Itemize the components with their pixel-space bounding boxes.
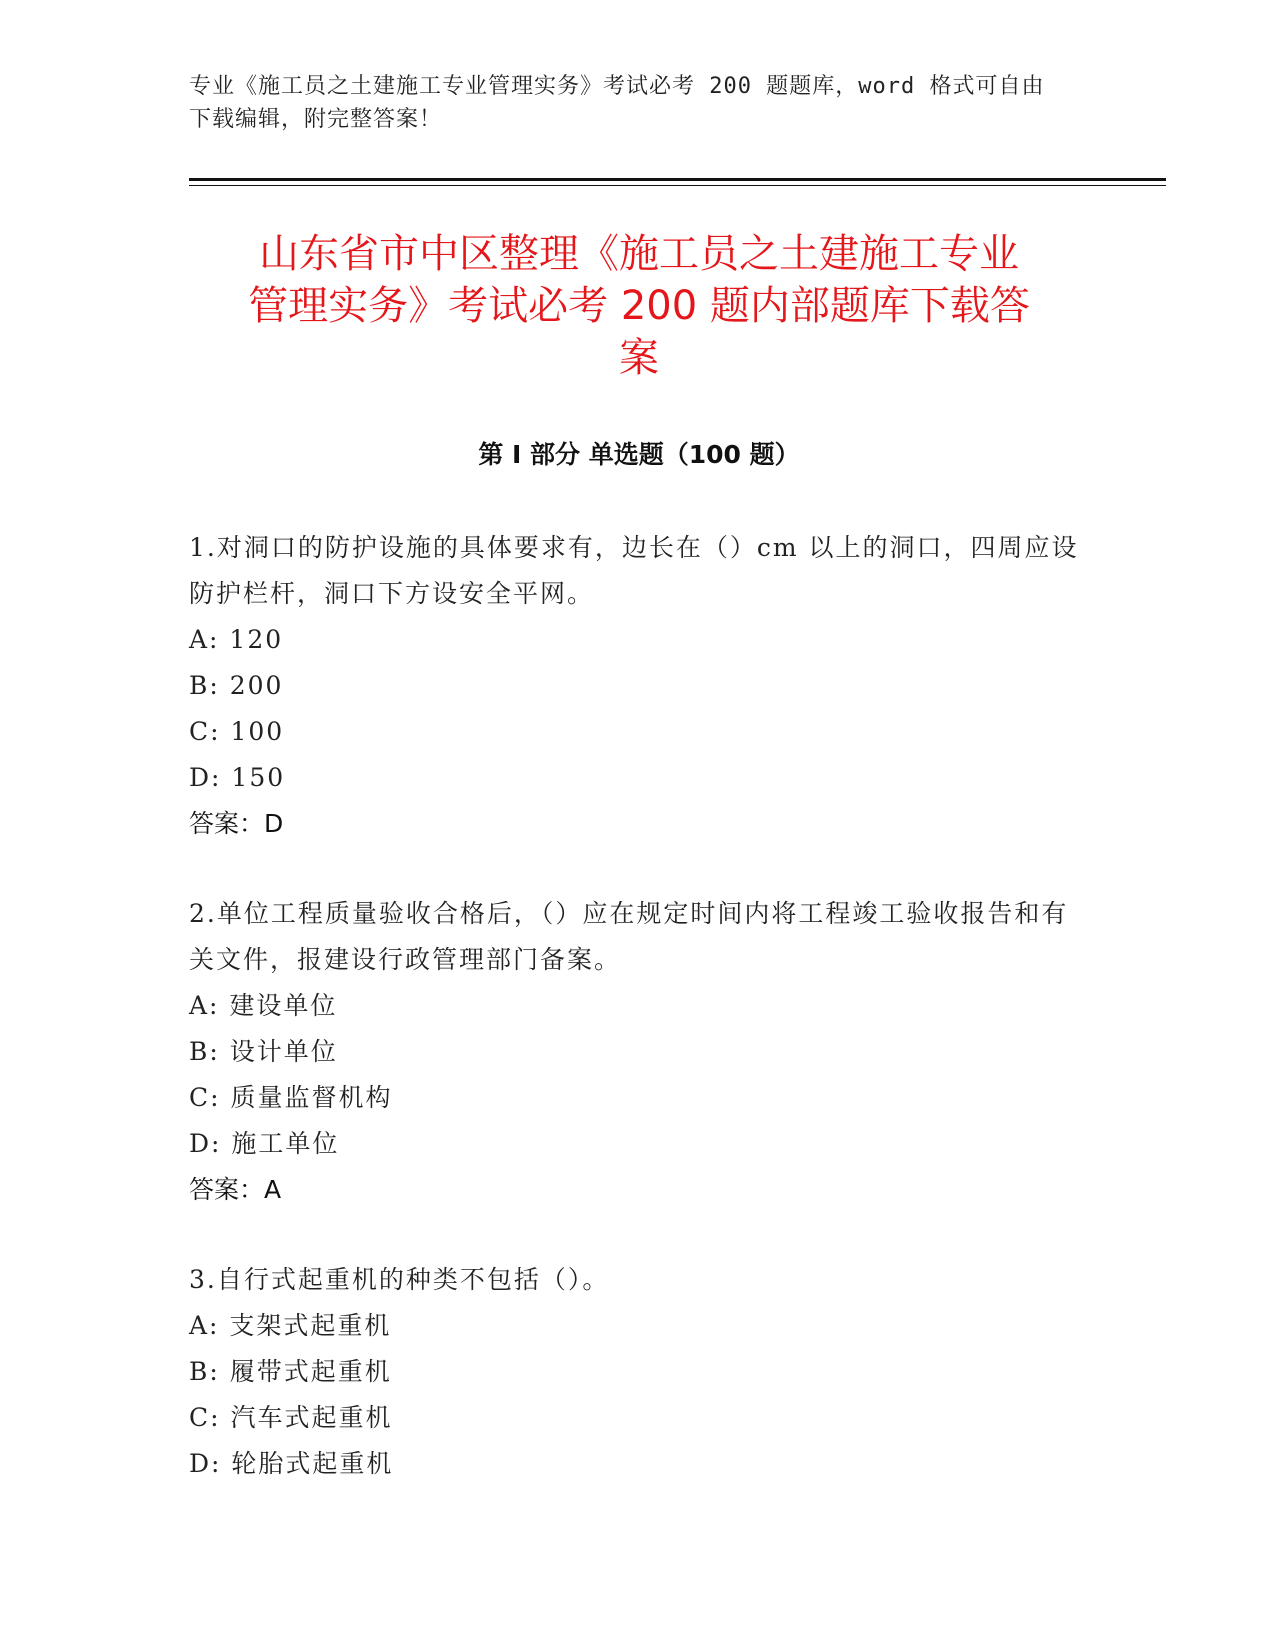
- section-title: 第 I 部分 单选题（100 题）: [478, 440, 800, 469]
- option-c: C: 100: [189, 717, 285, 746]
- header-note-line-1: 专业《施工员之土建施工专业管理实务》考试必考 200 题题库，word 格式可自由: [189, 74, 1045, 99]
- question-stem: 3.自行式起重机的种类不包括（）。: [189, 1265, 610, 1294]
- question-3: [189, 1257, 1079, 1487]
- header-note-line-2: 下载编辑，附完整答案！: [189, 107, 443, 132]
- option-b: B: 200: [189, 671, 284, 700]
- question-stem: 1.对洞口的防护设施的具体要求有，边长在（）cm 以上的洞口，四周应设防护栏杆，洞口下方设安全平网。: [189, 533, 1079, 608]
- header-note: [189, 70, 1089, 136]
- header-divider-thick: [189, 178, 1166, 181]
- answer: 答案：D: [189, 809, 284, 838]
- option-b: B: 设计单位: [189, 1037, 338, 1066]
- option-a: A: 支架式起重机: [189, 1311, 392, 1340]
- question-stem: 2.单位工程质量验收合格后，（）应在规定时间内将工程竣工验收报告和有关文件，报建设行政管理部门备案。: [189, 899, 1069, 974]
- option-b: B: 履带式起重机: [189, 1357, 392, 1386]
- option-d: D: 轮胎式起重机: [189, 1449, 394, 1478]
- option-c: C: 质量监督机构: [189, 1083, 393, 1112]
- question-2: [189, 891, 1079, 1213]
- question-list: [189, 525, 1079, 1531]
- option-a: A: 120: [189, 625, 284, 654]
- option-d: D: 施工单位: [189, 1129, 340, 1158]
- title-line-2: 管理实务》考试必考 200 题内部题库下载答: [248, 283, 1030, 329]
- answer: 答案：A: [189, 1175, 282, 1204]
- title-line-1: 山东省市中区整理《施工员之土建施工专业: [259, 231, 1019, 277]
- question-1: [189, 525, 1079, 847]
- document-title: [189, 228, 1089, 384]
- option-d: D: 150: [189, 763, 286, 792]
- header-divider-thin: [189, 185, 1166, 186]
- title-line-3: 案: [619, 335, 659, 381]
- option-c: C: 汽车式起重机: [189, 1403, 393, 1432]
- option-a: A: 建设单位: [189, 991, 338, 1020]
